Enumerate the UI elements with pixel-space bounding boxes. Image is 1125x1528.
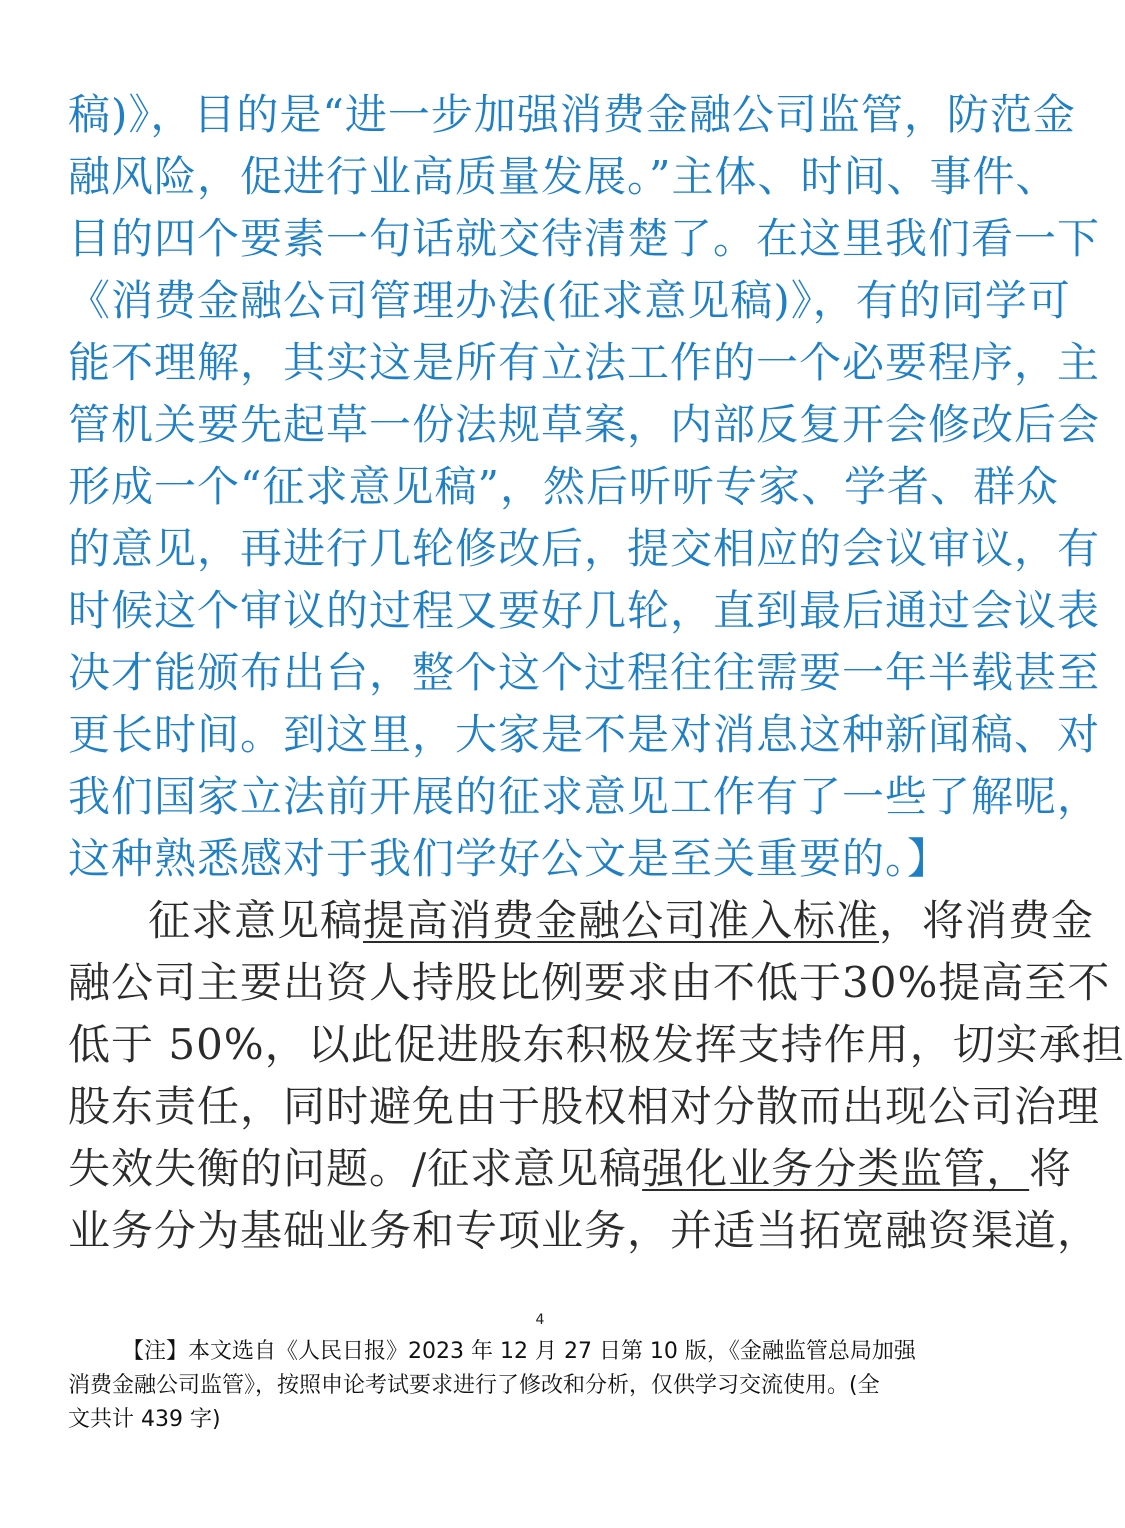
- commentary-line: 目的四个要素一句话就交待清楚了。在这里我们看一下: [68, 214, 1101, 263]
- commentary-line: 形成一个“征求意见稿”，然后听听专家、学者、群众: [68, 462, 1059, 511]
- commentary-line: 《消费金融公司管理办法(征求意见稿)》，有的同学可: [68, 276, 1071, 325]
- underlined-phrase: 强化业务分类监管，: [642, 1144, 1030, 1193]
- body-text: ，将消费金: [879, 896, 1095, 945]
- commentary-line: 我们国家立法前开展的征求意见工作有了一些了解呢，: [68, 772, 1101, 821]
- commentary-line: 能不理解，其实这是所有立法工作的一个必要程序，主: [68, 338, 1101, 387]
- commentary-line: 这种熟悉感对于我们学好公文是至关重要的。】: [68, 834, 951, 883]
- body-line: 股东责任，同时避免由于股权相对分散而出现公司治理: [68, 1082, 1101, 1131]
- body-line: 融公司主要出资人持股比例要求由不低于30%提高至不: [68, 958, 1111, 1007]
- underlined-phrase: 提高消费金融公司准入标准: [363, 896, 880, 945]
- source-note: [68, 1335, 1012, 1437]
- note-line: 【注】本文选自《人民日报》2023 年 12 月 27 日第 10 版，《金融监管总局加强: [122, 1339, 916, 1364]
- note-line: 文共计 439 字): [68, 1407, 221, 1432]
- body-text: 将: [1029, 1144, 1073, 1193]
- commentary-line: 融风险，促进行业高质量发展。”主体、时间、事件、: [68, 152, 1059, 201]
- commentary-line: 稿)》，目的是“进一步加强消费金融公司监管，防范金: [68, 90, 1076, 139]
- commentary-line: 时候这个审议的过程又要好几轮，直到最后通过会议表: [68, 586, 1101, 635]
- body-line: [68, 1138, 1073, 1200]
- body-line: 低于 50%，以此促进股东积极发挥支持作用，切实承担: [68, 1020, 1125, 1069]
- page-number: 4: [535, 1312, 545, 1328]
- body-text: 征求意见稿: [148, 896, 364, 945]
- body-line: 业务分为基础业务和专项业务，并适当拓宽融资渠道，: [68, 1206, 1101, 1255]
- note-line: 消费金融公司监管》，按照申论考试要求进行了修改和分析，仅供学习交流使用。(全: [68, 1373, 880, 1398]
- body-line: [148, 890, 1095, 952]
- commentary-line: 更长时间。到这里，大家是不是对消息这种新闻稿、对: [68, 710, 1101, 759]
- commentary-line: 的意见，再进行几轮修改后，提交相应的会议审议，有: [68, 524, 1101, 573]
- commentary-line: 决才能颁布出台，整个这个过程往往需要一年半载甚至: [68, 648, 1101, 697]
- body-text: 失效失衡的问题。/征求意见稿: [68, 1144, 643, 1193]
- commentary-line: 管机关要先起草一份法规草案，内部反复开会修改后会: [68, 400, 1101, 449]
